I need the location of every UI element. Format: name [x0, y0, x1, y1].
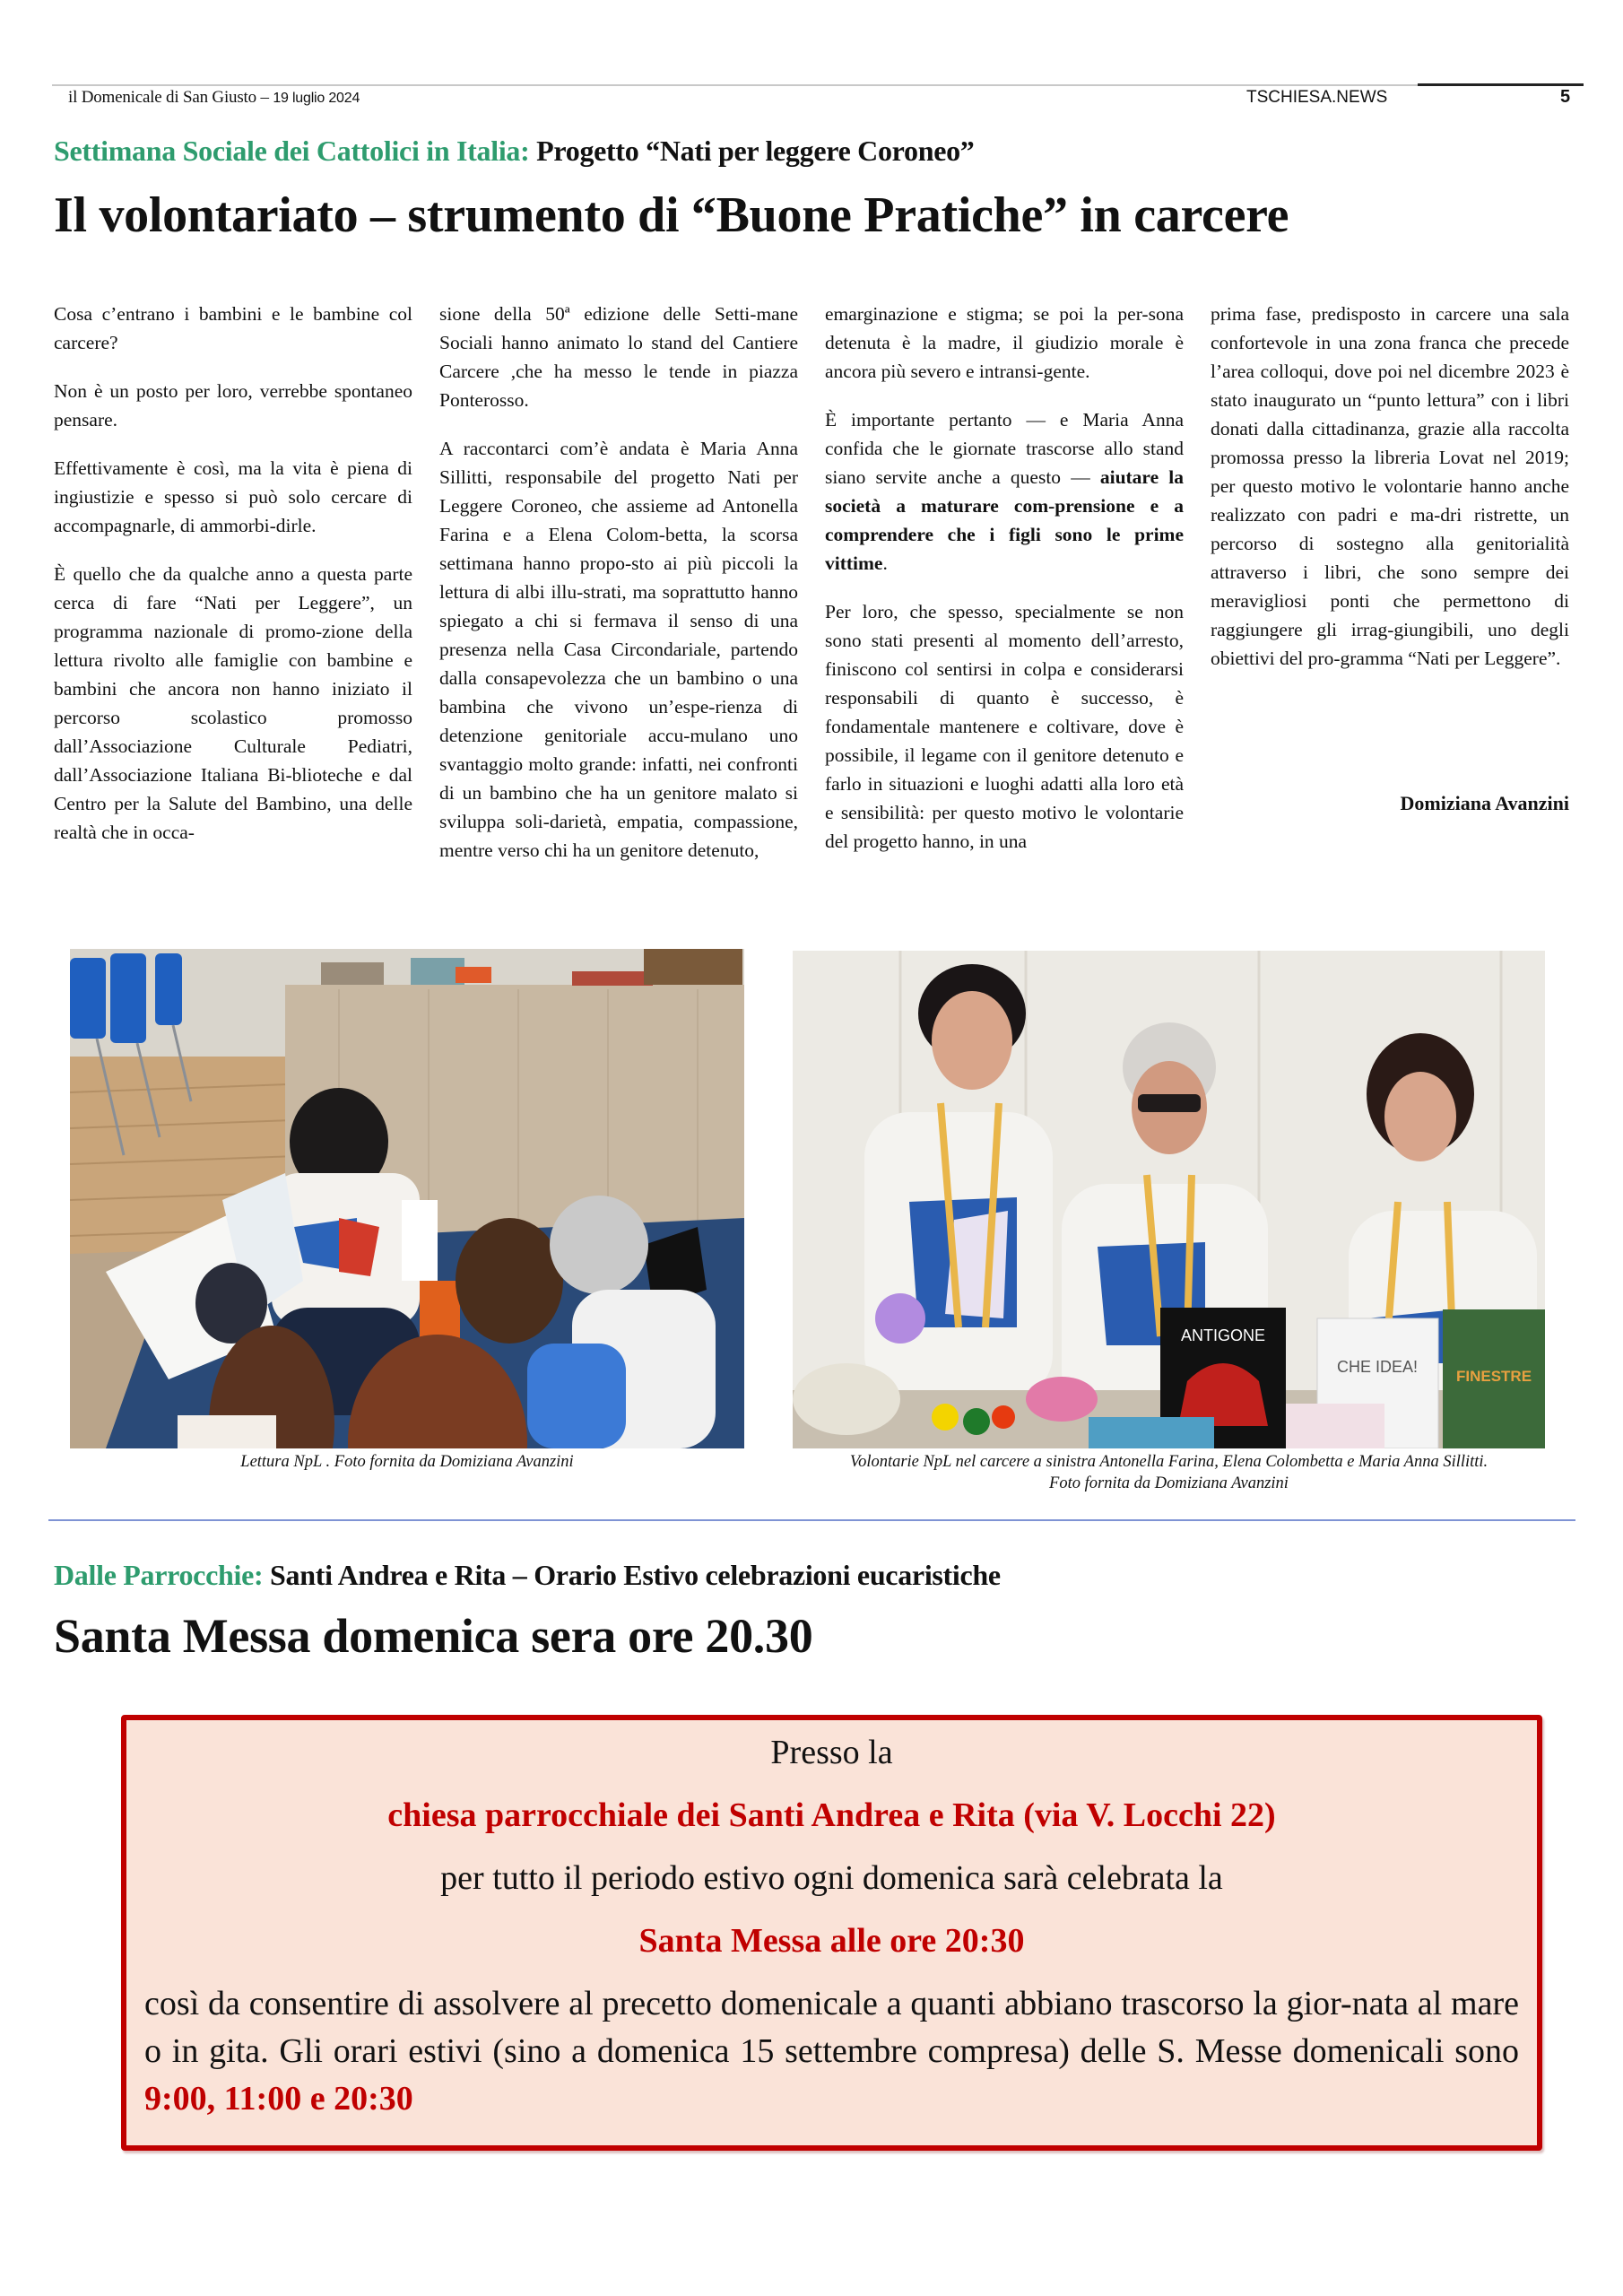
notice-period: per tutto il periodo estivo ogni domenica sarà celebrata la — [440, 1859, 1223, 1897]
notice-body — [144, 1980, 1519, 2123]
issue-date: 19 luglio 2024 — [273, 91, 360, 106]
photo-volunteers-caption — [793, 1451, 1545, 1494]
header-rule — [52, 84, 1582, 86]
header-rule-accent — [1418, 83, 1584, 86]
article1-column-3 — [825, 300, 1184, 856]
photo-volunteers-illustration — [793, 951, 1545, 1448]
kicker-title: Progetto “Nati per leggere Coroneo” — [536, 135, 975, 167]
kicker-section: Settimana Sociale dei Cattolici in Italia: — [54, 135, 530, 167]
book-title: ANTIGONE — [1180, 1326, 1266, 1344]
paragraph-lead: È importante pertanto — e Maria Anna confida che le giornate trascorse allo stand siano servite anche a questo — — [825, 409, 1184, 488]
kicker-section: Dalle Parrocchie: — [54, 1559, 264, 1591]
article2-headline: Santa Messa domenica sera ore 20.30 — [54, 1609, 813, 1663]
article1-headline: Il volontariato – strumento di “Buone Pratiche” in carcere — [54, 187, 1289, 243]
notice-body-text: così da consentire di assolvere al precetto domenicale a quanti abbiano trascorso la gior-nata al mare o in gita. Gli orari estivi (sino a domenica 15 settembre compresa) delle S. Messe domenicali sono — [144, 1985, 1519, 2070]
paragraph: Non è un posto per loro, verrebbe spontaneo pensare. — [54, 380, 412, 430]
paragraph: Effettivamente è così, ma la vita è piena di ingiustizie e spesso si può solo cercare di accompagnarle, di ammorbi-dirle. — [54, 457, 412, 536]
article1-kicker — [54, 135, 975, 168]
paragraph: È quello che da qualche anno a questa parte cerca di fare “Nati per Leggere”, un programma nazionale di promo-zione della lettura rivolto alle famiglie con bambine e bambini che ancora non hanno iniziato il percorso scolastico promosso dall’Associazione Culturale Pediatri, dall’Associazione Italiana Bi-blioteche e dal Centro per la Salute del Bambino, una delle realtà che in occa- — [54, 563, 412, 843]
paragraph-with-emphasis — [825, 405, 1184, 578]
byline: Domiziana Avanzini — [1400, 792, 1569, 814]
kicker-title: Santi Andrea e Rita – Orario Estivo celebrazioni eucaristiche — [270, 1559, 1001, 1591]
paragraph: sione della 50ª edizione delle Setti-mane Sociali hanno animato lo stand del Cantiere Carcere ,che ha messo le tende in piazza Ponterosso. — [439, 303, 798, 411]
article1-column-2 — [439, 300, 798, 865]
site-name: TSCHIESA.NEWS — [1246, 88, 1388, 107]
photo-reading-session-illustration — [70, 949, 744, 1448]
paragraph: emarginazione e stigma; se poi la per-sona detenuta è la madre, il giudizio morale è ancora più severo e intransi-gente. — [825, 303, 1184, 382]
paragraph: A raccontarci com’è andata è Maria Anna Sillitti, responsabile del progetto Nati per Leggere Coroneo, che assieme ad Antonella Farina e a Elena Colom-betta, la scorsa settimana hanno propo-sto ai più piccoli la lettura di albi illu-strati, ma soprattutto hanno spiegato a chi si fermava il senso di una presenza nella Casa Circondariale, partendo dalla consapevolezza che un bambino o una bambina che vivono un’espe-rienza di detenzione genitoriale accu-mulano uno svantaggio molto grande: infatti, nei confronti di un bambino che ha un genitore malato si sviluppa soli-darietà, empatia, compassione, mentre verso chi ha un genitore detenuto, — [439, 438, 798, 861]
notice-mass-time: Santa Messa alle ore 20:30 — [638, 1922, 1025, 1960]
book-title: FINESTRE — [1455, 1368, 1532, 1385]
article2-kicker — [54, 1559, 1001, 1592]
book-title: CHE IDEA! — [1336, 1358, 1419, 1376]
photo-reading-session — [70, 949, 744, 1448]
section-divider — [48, 1519, 1575, 1521]
caption-line: Foto fornita da Domiziana Avanzini — [1049, 1474, 1289, 1492]
notice-mass-times: 9:00, 11:00 e 20:30 — [144, 2080, 413, 2118]
page-number: 5 — [1560, 87, 1571, 107]
article1-column-4 — [1211, 300, 1569, 673]
paragraph: Cosa c’entrano i bambini e le bambine col carcere? — [54, 303, 412, 353]
emphasis-tail: . — [882, 552, 888, 574]
notice-church: chiesa parrocchiale dei Santi Andrea e Rita (via V. Locchi 22) — [387, 1796, 1276, 1834]
article1-column-1 — [54, 300, 412, 847]
mass-schedule-notice — [121, 1715, 1542, 2151]
publication-line — [68, 88, 360, 108]
caption-line: Volontarie NpL nel carcere a sinistra Antonella Farina, Elena Colombetta e Maria Anna Sillitti. — [849, 1453, 1488, 1471]
photo-reading-session-caption: Lettura NpL . Foto fornita da Domiziana Avanzini — [240, 1453, 574, 1471]
photo-volunteers — [793, 951, 1545, 1448]
paragraph: Per loro, che spesso, specialmente se non sono stati presenti al momento dell’arresto, finiscono col sentirsi in colpa e considerarsi responsabili di quanto è successo, è fondamentale mantenere e coltivare, dove è possibile, il legame con il genitore detenuto e farlo in situazioni e luoghi adatti alla loro età e sensibilità: per questo motivo le volontarie del progetto hanno, in una — [825, 601, 1184, 852]
notice-intro: Presso la — [770, 1734, 893, 1771]
emphasis-phrase: aiutare la società a maturare com-prensione e a comprendere che i figli sono le prime vittime — [825, 466, 1184, 574]
paragraph: prima fase, predisposto in carcere una sala confortevole in una zona franca che precede l’area colloqui, dove poi nel dicembre 2023 è stato inaugurato un “punto lettura” con i libri donati dalla cittadinanza, grazie alla raccolta promossa presso la libreria Lovat nel 2019; per questo motivo le volontarie hanno anche realizzato con padri e ma-dri ristrette, un percorso di sostegno alla genitorialità attraverso i libri, che sono sempre dei meravigliosi ponti che permettono di raggiungere gli irrag-giungibili, uno degli obiettivi del pro-gramma “Nati per Leggere”. — [1211, 303, 1569, 669]
publication-name: il Domenicale di San Giusto – — [68, 88, 269, 107]
